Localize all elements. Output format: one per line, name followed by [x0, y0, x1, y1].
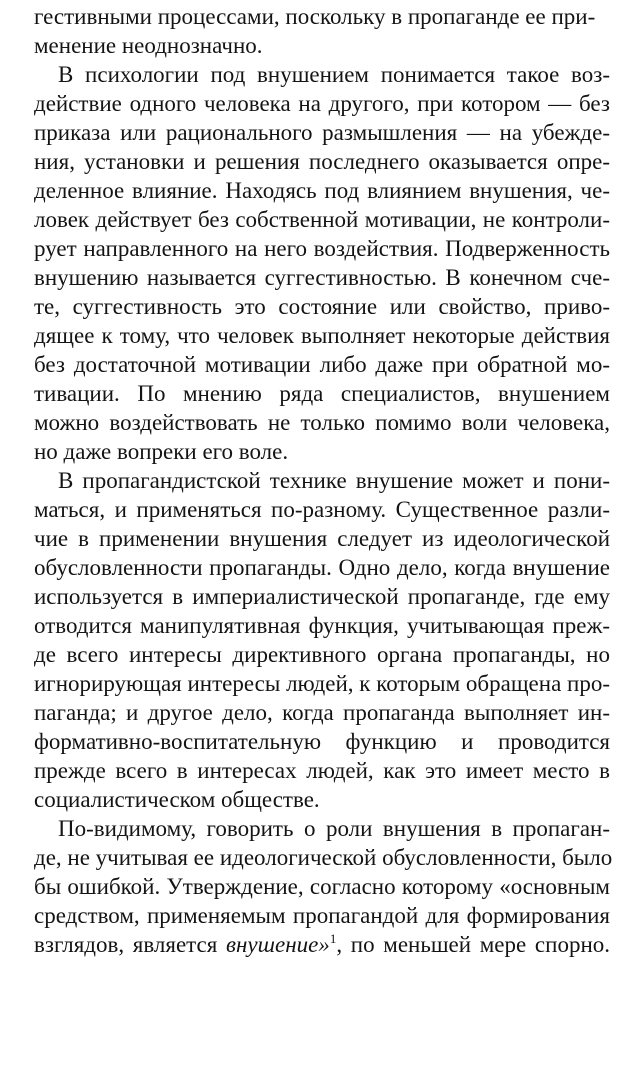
text-line: используется в империалистической пропаганде, где ему [34, 584, 610, 609]
text-line: По-видимому, говорить о роли внушения в пропаган- [58, 816, 610, 841]
text-line: дящее к тому, что человек выполняет некоторые действия [34, 323, 610, 348]
text-fragment: , по меньшей мере спорно. [336, 932, 610, 957]
text-line: маться, и применяться по-разному. Существенное разли- [34, 497, 610, 522]
text-line: те, суггестивность это состояние или свойство, приво- [34, 294, 610, 319]
text-line: можно воздействовать не только помимо воли человека, [34, 410, 610, 435]
text-line: прежде всего в интересах людей, как это имеет место в [34, 758, 610, 783]
text-line-with-footnote [34, 930, 610, 959]
italic-term: внушение» [226, 932, 330, 957]
text-line: паганда; и другое дело, когда пропаганда выполняет ин- [34, 700, 610, 725]
text-line: обусловленности пропаганды. Одно дело, когда внушение [34, 555, 610, 580]
text-line: чие в применении внушения следует из идеологической [34, 526, 610, 551]
text-line: без достаточной мотивации либо даже при обратной мо- [34, 352, 610, 377]
text-line: менение неоднозначно. [34, 33, 263, 58]
text-line: тивации. По мнению ряда специалистов, внушением [34, 381, 610, 406]
text-line: игнорирующая интересы людей, к которым обращена про- [34, 671, 610, 696]
text-line: де, не учитывая ее идеологической обусловленности, было [34, 845, 613, 870]
text-line: приказа или рационального размышления — на убежде- [34, 120, 610, 145]
text-line: ловек действует без собственной мотивации, не контроли- [34, 207, 610, 232]
text-line: гестивными процессами, поскольку в пропаганде ее при- [34, 4, 596, 29]
text-line: В пропагандистской технике внушение может и пони- [58, 468, 610, 493]
text-line: бы ошибкой. Утверждение, согласно которому «основным [34, 874, 610, 899]
text-line: средством, применяемым пропагандой для формирования [34, 903, 610, 928]
text-line: формативно-воспитательную функцию и проводится [34, 729, 610, 754]
text-line: внушению называется суггестивностью. В конечном сче- [34, 265, 610, 290]
text-line: социалистическом обществе. [34, 787, 320, 812]
text-line: де всего интересы директивного органа пропаганды, но [34, 642, 610, 667]
text-line: деленное влияние. Находясь под влиянием внушения, че- [34, 178, 610, 203]
text-fragment: взглядов, является [34, 932, 218, 957]
text-line: отводится манипулятивная функция, учитывающая преж- [34, 613, 610, 638]
text-line: В психологии под внушением понимается такое воз- [58, 62, 610, 87]
footnote-ref: 1 [329, 931, 337, 946]
text-line: ния, установки и решения последнего оказывается опре- [34, 149, 610, 174]
text-line: действие одного человека на другого, при котором — без [34, 91, 610, 116]
text-line: рует направленного на него воздействия. Подверженность [34, 236, 610, 261]
text-line: но даже вопреки его воле. [34, 439, 289, 464]
